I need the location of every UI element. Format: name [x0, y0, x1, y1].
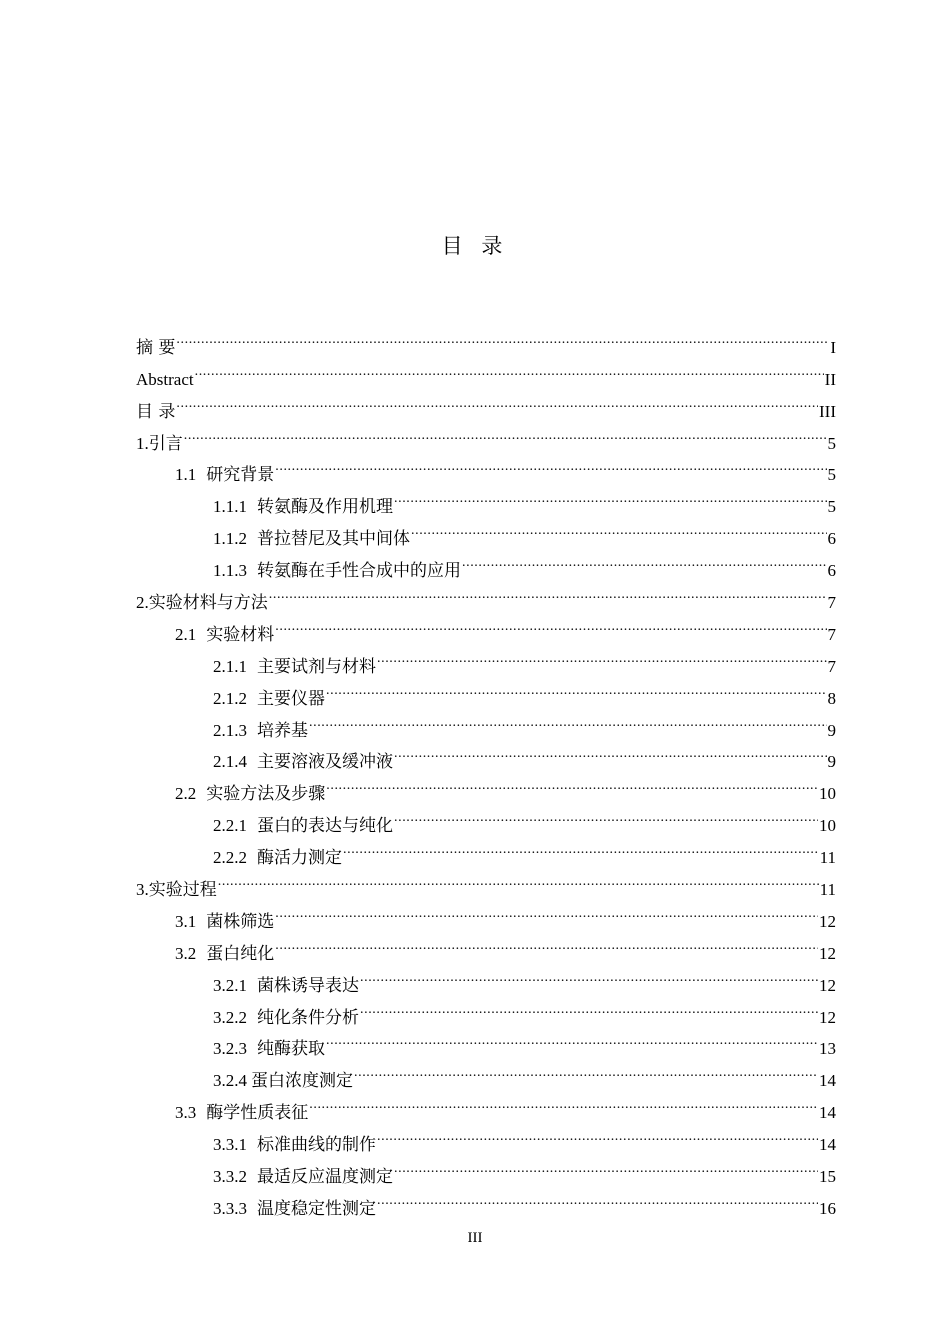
- toc-entry-number: 2.1.4: [213, 752, 247, 772]
- toc-entry-page: 6: [827, 529, 836, 549]
- toc-entry-page: 7: [827, 624, 836, 644]
- toc-dot-leader: [343, 831, 819, 863]
- table-of-contents: [136, 321, 836, 1219]
- toc-dot-leader: [394, 1150, 818, 1182]
- toc-entry-number: 3.2.4: [213, 1071, 247, 1091]
- toc-entry-page: 9: [827, 752, 836, 772]
- toc-dot-leader: [275, 927, 818, 959]
- toc-entry-number: 3.3: [175, 1103, 197, 1123]
- toc-entry-title: 实验过程: [148, 880, 217, 901]
- toc-entry-title: 纯化条件分析: [257, 1007, 359, 1028]
- toc-dot-leader: [411, 512, 827, 544]
- toc-dot-leader: [275, 895, 818, 927]
- toc-dot-leader: [326, 767, 818, 799]
- toc-entry-title: 标准曲线的制作: [257, 1135, 376, 1156]
- toc-entry-page: 10: [819, 816, 836, 836]
- toc-entry-title: 主要试剂与材料: [257, 656, 376, 677]
- toc-entry-number: 2.: [136, 593, 149, 613]
- toc-entry-title: 主要溶液及缓冲液: [257, 752, 393, 773]
- toc-dot-leader: [176, 321, 829, 353]
- toc-dot-leader: [360, 991, 818, 1023]
- toc-entry-page: 12: [819, 1007, 836, 1027]
- toc-dot-leader: [377, 640, 827, 672]
- toc-entry-title: 实验材料与方法: [148, 593, 268, 614]
- toc-entry-number: 2.2.2: [213, 848, 247, 868]
- toc-entry-number: 3.1: [175, 911, 197, 931]
- toc-entry-number: 1.1.2: [213, 529, 247, 549]
- toc-dot-leader: [309, 1086, 818, 1118]
- toc-dot-leader: [275, 608, 826, 640]
- toc-entry-number: 3.2: [175, 943, 197, 963]
- toc-dot-leader: [354, 1054, 818, 1086]
- toc-entry-title: 实验材料: [206, 624, 275, 645]
- toc-entry-page: I: [830, 337, 836, 357]
- toc-entry-page: 15: [819, 1167, 836, 1187]
- toc-entry-page: 16: [819, 1198, 836, 1218]
- toc-entry-title: 转氨酶及作用机理: [257, 497, 393, 518]
- toc-dot-leader: [394, 736, 827, 768]
- toc-entry-page: 11: [819, 848, 836, 868]
- toc-entry-page: 12: [819, 911, 836, 931]
- toc-entry-title: 摘 要: [136, 337, 176, 358]
- toc-dot-leader: [377, 1182, 818, 1214]
- toc-entry-title: 普拉替尼及其中间体: [257, 529, 410, 550]
- toc-entry-title: 研究背景: [206, 465, 275, 486]
- toc-entry-number: 2.2: [175, 784, 197, 804]
- toc-entry-page: 12: [819, 943, 836, 963]
- toc-entry-number: 2.1.3: [213, 720, 247, 740]
- toc-dot-leader: [218, 863, 819, 895]
- toc-entry[interactable]: [136, 385, 836, 422]
- toc-entry-number: 1.1.3: [213, 561, 247, 581]
- toc-dot-leader: [309, 704, 827, 736]
- toc-dot-leader: [326, 1023, 818, 1055]
- toc-entry-number: 3.3.2: [213, 1167, 247, 1187]
- toc-entry-number: 3.3.3: [213, 1198, 247, 1218]
- toc-entry[interactable]: [136, 417, 836, 454]
- toc-entry-title: 纯酶获取: [257, 1039, 325, 1060]
- toc-entry-title: 菌株诱导表达: [257, 975, 359, 996]
- toc-entry-page: 7: [827, 593, 836, 613]
- toc-dot-leader: [269, 576, 827, 608]
- toc-entry-page: 13: [819, 1039, 836, 1059]
- toc-entry-title: 培养基: [257, 720, 308, 741]
- toc-dot-leader: [326, 672, 827, 704]
- toc-entry-title: 酶学性质表征: [206, 1103, 309, 1124]
- toc-entry-title: 蛋白浓度测定: [251, 1071, 353, 1092]
- toc-entry[interactable]: [136, 449, 836, 486]
- toc-entry-page: 12: [819, 975, 836, 995]
- toc-entry-page: 14: [819, 1103, 836, 1123]
- toc-entry-number: 1.1: [175, 465, 197, 485]
- toc-entry-number: 2.2.1: [213, 816, 247, 836]
- toc-entry[interactable]: [136, 321, 836, 358]
- toc-entry-number: 2.1: [175, 624, 197, 644]
- toc-entry-page: 6: [827, 561, 836, 581]
- toc-entry[interactable]: [136, 863, 836, 901]
- toc-entry-number: 3.3.1: [213, 1135, 247, 1155]
- toc-entry-title: 实验方法及步骤: [206, 784, 326, 805]
- toc-entry[interactable]: [136, 353, 836, 389]
- toc-entry-title: 菌株筛选: [206, 911, 275, 932]
- toc-dot-leader: [360, 959, 818, 991]
- toc-entry-page: 8: [827, 688, 836, 708]
- toc-entry-title: 主要仪器: [257, 688, 325, 709]
- toc-entry-number: 2.1.2: [213, 688, 247, 708]
- toc-entry-number: 3.2.3: [213, 1039, 247, 1059]
- toc-entry-page: 5: [827, 465, 836, 485]
- toc-dot-leader: [176, 385, 818, 417]
- toc-entry-page: 7: [827, 656, 836, 676]
- toc-entry-title: 酶活力测定: [257, 848, 342, 869]
- toc-entry-number: 2.1.1: [213, 656, 247, 676]
- toc-entry-title: 引言: [148, 433, 183, 454]
- toc-entry-page: 5: [827, 497, 836, 517]
- toc-entry-page: 11: [819, 880, 836, 900]
- toc-dot-leader: [462, 544, 827, 576]
- toc-entry-title: 转氨酶在手性合成中的应用: [257, 561, 461, 582]
- toc-dot-leader: [394, 480, 827, 512]
- toc-entry-number: 3.2.1: [213, 975, 247, 995]
- toc-dot-leader: [394, 799, 818, 831]
- toc-entry-page: 10: [819, 784, 836, 804]
- toc-entry-page: 9: [827, 720, 836, 740]
- page-number: III: [467, 1230, 483, 1246]
- toc-entry-title: 最适反应温度测定: [257, 1167, 393, 1188]
- toc-dot-leader: [195, 353, 824, 385]
- toc-entry[interactable]: [136, 895, 836, 932]
- toc-entry-number: 1.: [136, 433, 149, 453]
- toc-entry-title: 蛋白的表达与纯化: [257, 816, 393, 837]
- toc-dot-leader: [275, 449, 826, 481]
- toc-entry-number: 1.1.1: [213, 497, 247, 517]
- toc-entry-number: 3.2.2: [213, 1007, 247, 1027]
- toc-entry-title: 温度稳定性测定: [257, 1198, 376, 1219]
- toc-entry-page: 5: [827, 433, 836, 453]
- toc-dot-leader: [184, 417, 827, 449]
- page-title: 目 录: [441, 234, 509, 258]
- toc-entry-title: Abstract: [136, 369, 194, 389]
- toc-entry-page: 14: [819, 1071, 836, 1091]
- toc-entry-page: II: [824, 369, 836, 389]
- toc-entry-number: 3.: [136, 880, 149, 900]
- toc-dot-leader: [377, 1118, 818, 1150]
- toc-entry-page: 14: [819, 1135, 836, 1155]
- toc-entry-page: III: [819, 401, 836, 421]
- toc-entry-title: 目 录: [136, 401, 176, 422]
- toc-entry-title: 蛋白纯化: [206, 943, 275, 964]
